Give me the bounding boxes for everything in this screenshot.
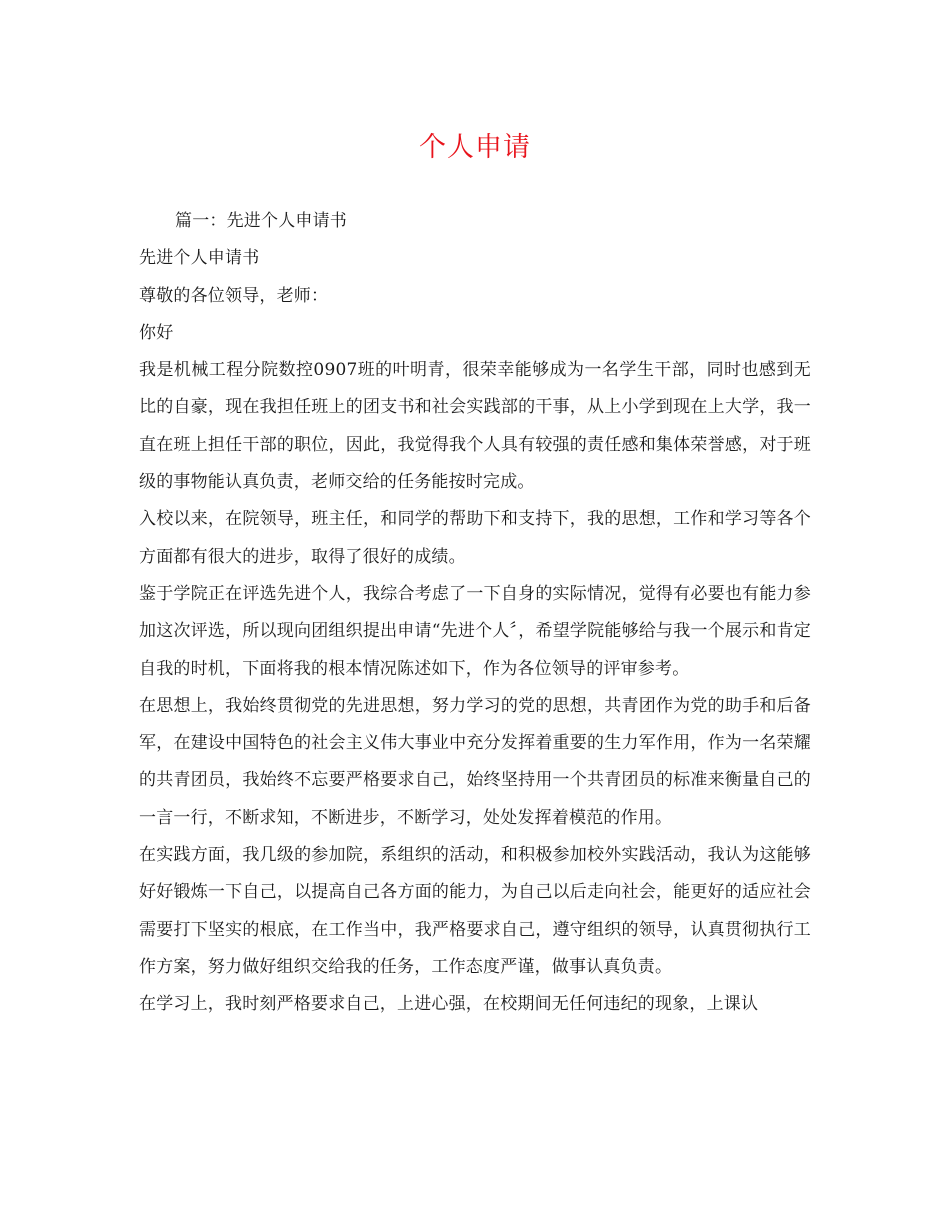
greeting: 你好 [139,322,174,343]
paragraph-application: 鉴于学院正在评选先进个人，我综合考虑了一下自身的实际情况，觉得有必要也有能力参加这次评选，所以现向团组织提出申请“先进个人〞，希望学院能够给与我一个展示和肯定自我的时机，下面将我的根本情况陈述如下，作为各位领导的评审参考。 [139,583,811,679]
paragraph-progress: 入校以来，在院领导，班主任，和同学的帮助下和支持下，我的思想，工作和学习等各个方面都有很大的进步，取得了很好的成绩。 [139,509,811,567]
letter-title: 先进个人申请书 [139,248,260,269]
salutation: 尊敬的各位领导，老师： [139,285,329,306]
paragraph-intro: 我是机械工程分院数控0907班的叶明青，很荣幸能够成为一名学生干部，同时也感到无比的自豪，现在我担任班上的团支书和社会实践部的干事，从上小学到现在上大学，我一直在班上担任干部的职位，因此，我觉得我个人具有较强的责任感和集体荣誉感，对于班级的事物能认真负责，老师交给的任务能按时完成。 [139,360,811,493]
document-body [139,203,811,1024]
paragraph-ideology: 在思想上，我始终贯彻党的先进思想，努力学习的党的思想，共青团作为党的助手和后备军，在建设中国特色的社会主义伟大事业中充分发挥着重要的生力军作用，作为一名荣耀的共青团员，我始终不忘要严格要求自己，始终坚持用一个共青团员的标准来衡量自己的一言一行，不断求知，不断进步，不断学习，处处发挥着模范的作用。 [139,695,811,828]
paragraph-practice: 在实践方面，我几级的参加院，系组织的活动，和积极参加校外实践活动，我认为这能够好好锻炼一下自己，以提高自己各方面的能力，为自己以后走向社会，能更好的适应社会需要打下坚实的根底，在工作当中，我严格要求自己，遵守组织的领导，认真贯彻执行工作方案，努力做好组织交给我的任务，工作态度严谨，做事认真负责。 [139,845,811,977]
paragraph-study: 在学习上，我时刻严格要求自己，上进心强，在校期间无任何违纪的现象，上课认 [139,994,759,1015]
section-heading: 篇一：先进个人申请书 [175,211,347,231]
document-title: 个人申请 [419,132,531,163]
